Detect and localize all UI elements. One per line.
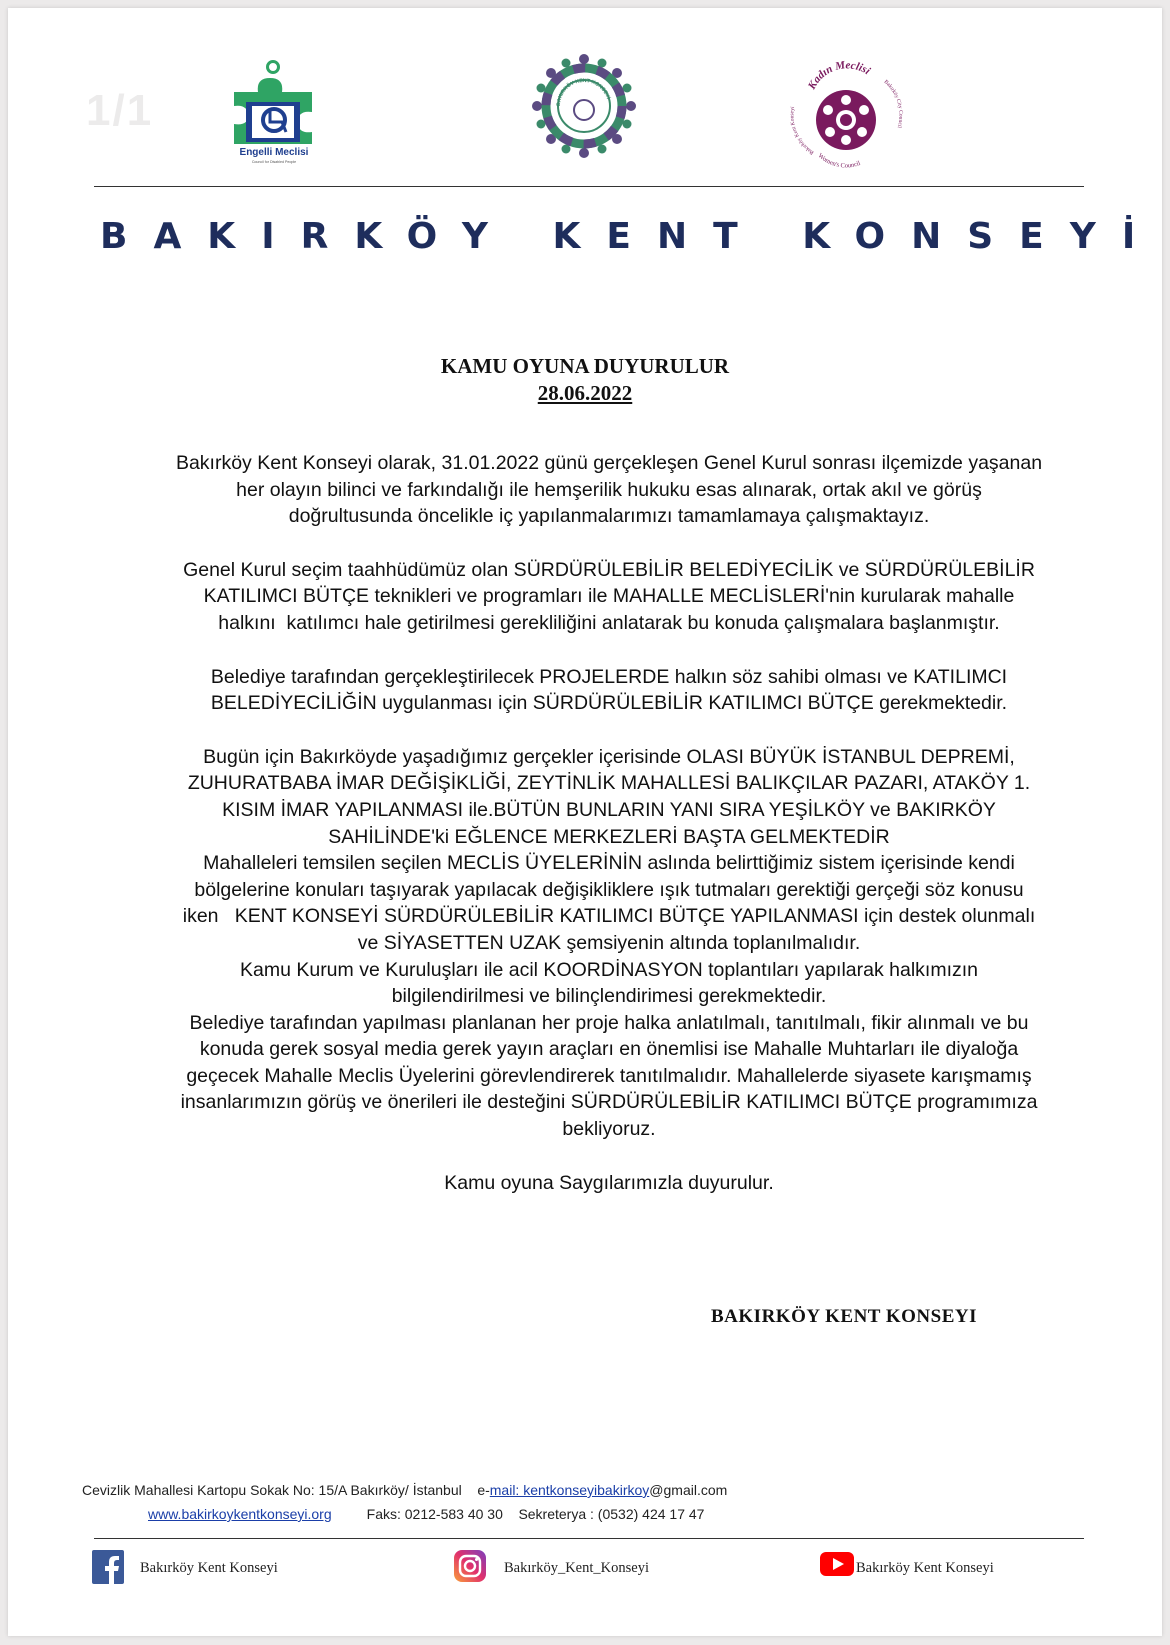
body-line: insanlarımızın görüş ve önerileri ile desteğini SÜRDÜRÜLEBİLİR KATILIMCI BÜTÇE programımıza [180,1091,1038,1114]
body-line: geçecek Mahalle Meclis Üyelerini görevlendirerek tanıtılmalıdır. Mahallelerde siyasete karışmamış [186,1064,1032,1087]
kadin-meclisi-arc-right: Bakırköy City Council [882,78,904,129]
body-line: ve SİYASETTEN UZAK şemsiyenin altında toplanılmalıdır. [357,931,861,954]
body-line: halkını katılımcı hale getirilmesi gerekliliğini anlatarak bu konuda çalışmalara başlanmıştır. [218,611,1000,634]
body-line: Kamu Kurum ve Kuruluşları ile acil KOORDİNASYON toplantıları yapılarak halkımızın [239,958,979,981]
kent-konseyi-logo-graphic [530,52,638,160]
body-line: KATILIMCI BÜTÇE teknikleri ve programları ile MAHALLE MECLİSLERİ'nin kurularak mahalle [203,585,1015,608]
footer-email-prefix: e- [477,1482,490,1498]
paragraph-gap [78,1143,1140,1170]
kadin-meclisi-arc-left: Bakırköy Kent Konseyi [789,106,816,156]
engelli-logo-subcaption: Council for Disabled People [251,160,297,164]
footer-secretary: Sekreterya : (0532) 424 17 47 [518,1506,705,1522]
body-line: Bakırköy Kent Konseyi olarak, 31.01.2022 günü gerçekleşen Genel Kurul sonrası ilçemizde yaşanan [175,452,1043,474]
paragraph-gap [78,637,1140,664]
body-line: KISIM İMAR YAPILANMASI ile.BÜTÜN BUNLARIN YANI SIRA YEŞİLKÖY ve BAKIRKÖY [222,798,996,821]
youtube-label: Bakırköy Kent Konseyi [856,1560,994,1576]
body-paragraph [78,557,1140,637]
kent-konseyi-logo [530,52,638,160]
facebook-link[interactable] [92,1550,322,1586]
signature: BAKIRKÖY KENT KONSEYI [711,1306,977,1327]
kadin-meclisi-arc-top: Kadın Meclisi [805,59,873,92]
engelli-logo-graphic [224,58,324,168]
instagram-label: Bakırköy_Kent_Konseyi [504,1560,649,1576]
youtube-icon [820,1552,854,1576]
engelli-logo-caption: Engelli Meclisi [239,147,309,158]
paragraph-gap [78,717,1140,744]
notice-title: KAMU OYUNA DUYURULUR [440,354,730,378]
footer-contact-line [148,1506,704,1522]
footer-email-suffix: @gmail.com [649,1482,728,1498]
footer-divider [94,1538,1084,1539]
body-line: bekliyoruz. [562,1118,656,1141]
kent-konseyi-ring-text: BAKIRKÖY KENT KONSEYİ [555,77,611,107]
engelli-meclisi-logo [224,58,324,168]
body-paragraph [78,1170,1140,1197]
kadin-meclisi-logo-graphic [788,52,904,174]
body-paragraph [78,664,1140,717]
facebook-label: Bakırköy Kent Konseyi [140,1560,278,1576]
instagram-link[interactable] [454,1550,684,1586]
body-line: konuda gerek sosyal media gerek yayın araçları en önemlisi ise Mahalle Muhtarları ile diyaloğa [199,1038,1019,1061]
instagram-icon [454,1550,486,1582]
footer-email-link[interactable]: mail: kentkonseyibakirkoy [489,1482,650,1498]
notice-body [78,450,1140,1196]
body-line: Mahalleleri temsilen seçilen MECLİS ÜYELERİNİN aslında belirttiğimiz sistem içerisinde kendi [203,852,1015,875]
footer-fax: Faks: 0212-583 40 30 [366,1506,503,1522]
youtube-link[interactable] [820,1550,1050,1586]
body-line: doğrultusunda öncelikle iç yapılanmalarımızı tamamlamaya çalışmaktayız. [288,505,930,528]
kadin-meclisi-arc-bottom: Women's Council [816,152,862,170]
body-line: iken KENT KONSEYİ SÜRDÜRÜLEBİLİR KATILIMCI BÜTÇE YAPILANMASI için destek olunmalı [182,905,1036,928]
body-line: SAHİLİNDE'ki EĞLENCE MERKEZLERİ BAŞTA GELMEKTEDİR [328,825,890,848]
body-line: Belediye tarafından gerçekleştirilecek PROJELERDE halkın söz sahibi olması ve KATILIMCI [210,665,1008,688]
body-line: Belediye tarafından yapılması planlanan her proje halka anlatılmalı, tanıtılmalı, fikir alınmalı ve bu [189,1011,1029,1034]
organization-title: BAKIRKÖY KENT KONSEYİ [100,216,1162,257]
facebook-icon [92,1550,124,1584]
body-line: her olayın bilinci ve farkındalığı ile hemşerilik hukuku esas alınarak, ortak akıl ve görüş [236,478,982,501]
kadin-meclisi-logo [788,52,904,174]
document-page [8,8,1162,1636]
paragraph-gap [78,530,1140,557]
notice-date-wrap [8,381,1162,406]
footer-website-link[interactable]: www.bakirkoykentkonseyi.org [148,1506,332,1522]
body-line: Genel Kurul seçim taahhüdümüz olan SÜRDÜRÜLEBİLİR BELEDİYECİLİK ve SÜRDÜRÜLEBİLİR [183,558,1035,581]
footer-address-line [82,1482,727,1498]
body-paragraph [78,744,1140,1143]
body-line: bilgilendirilmesi ve bilinçlendirimesi gerekmektedir. [391,985,827,1008]
body-line: Kamu oyuna Saygılarımızla duyurulur. [444,1171,774,1194]
page-marker: 1/1 [86,86,154,135]
body-line: bölgelerine konuları taşıyarak yapılacak değişikliklere ışık tutmaları gerektiği gerçeği söz konusu [194,878,1024,901]
footer-address: Cevizlik Mahallesi Kartopu Sokak No: 15/A Bakırköy/ İstanbul [82,1482,462,1498]
body-line: BELEDİYECİLİĞİN uygulanması için SÜRDÜRÜLEBİLİR KATILIMCI BÜTÇE gerekmektedir. [210,692,1008,715]
body-paragraph [78,450,1140,530]
body-line: ZUHURATBABA İMAR DEĞİŞİKLİĞİ, ZEYTİNLİK MAHALLESİ BALIKÇILAR PAZARI, ATAKÖY 1. [187,772,1031,795]
header-divider [94,186,1084,187]
notice-date: 28.06.2022 [537,381,633,405]
body-line: Bugün için Bakırköyde yaşadığımız gerçekler içerisinde OLASI BÜYÜK İSTANBUL DEPREMİ, [203,745,1015,768]
